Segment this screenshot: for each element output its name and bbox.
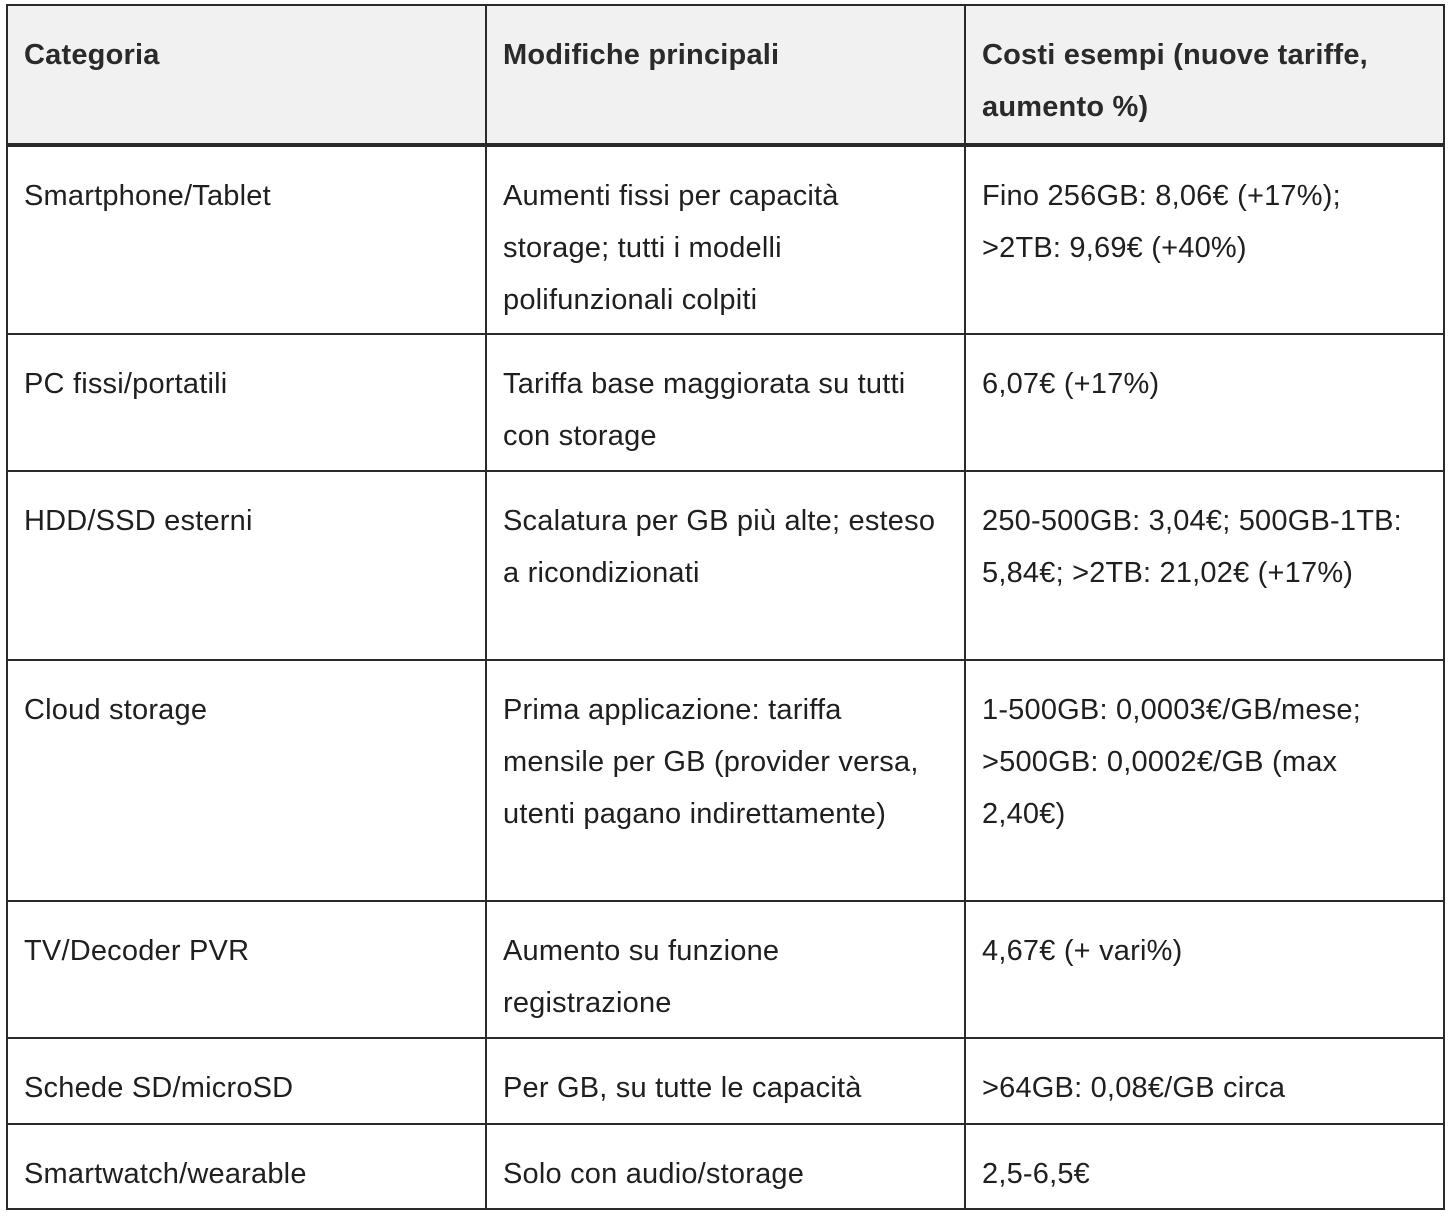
cell-costi: Fino 256GB: 8,06€ (+17%); >2TB: 9,69€ (+40%): [965, 145, 1444, 334]
cell-modifiche: Solo con audio/storage: [486, 1124, 965, 1209]
cell-categoria: Schede SD/microSD: [7, 1038, 486, 1124]
cell-modifiche: Scalatura per GB più alte; esteso a ricondizionati: [486, 471, 965, 660]
tariff-table-container: [6, 4, 1443, 1210]
table-row: [7, 471, 1444, 660]
cell-costi: 4,67€ (+ vari%): [965, 901, 1444, 1038]
cell-modifiche: Aumento su funzione registrazione: [486, 901, 965, 1038]
table-row: [7, 901, 1444, 1038]
cell-costi: 1-500GB: 0,0003€/GB/mese; >500GB: 0,0002€/GB (max 2,40€): [965, 660, 1444, 901]
header-modifiche: Modifiche principali: [486, 5, 965, 145]
cell-categoria: Smartwatch/wearable: [7, 1124, 486, 1209]
table-row: [7, 660, 1444, 901]
table-row: [7, 1124, 1444, 1209]
cell-categoria: Cloud storage: [7, 660, 486, 901]
cell-modifiche: Tariffa base maggiorata su tutti con storage: [486, 334, 965, 471]
cell-modifiche: Prima applicazione: tariffa mensile per GB (provider versa, utenti pagano indirettamente): [486, 660, 965, 901]
table-row: [7, 145, 1444, 334]
tariff-table: [6, 4, 1445, 1210]
cell-categoria: HDD/SSD esterni: [7, 471, 486, 660]
header-costi: Costi esempi (nuove tariffe, aumento %): [965, 5, 1444, 145]
table-row: [7, 1038, 1444, 1124]
cell-costi: 250-500GB: 3,04€; 500GB-1TB: 5,84€; >2TB: 21,02€ (+17%): [965, 471, 1444, 660]
table-header: [7, 5, 1444, 145]
cell-categoria: PC fissi/portatili: [7, 334, 486, 471]
cell-costi: >64GB: 0,08€/GB circa: [965, 1038, 1444, 1124]
table-row: [7, 334, 1444, 471]
cell-costi: 6,07€ (+17%): [965, 334, 1444, 471]
table-body: [7, 145, 1444, 1209]
cell-modifiche: Per GB, su tutte le capacità: [486, 1038, 965, 1124]
cell-categoria: Smartphone/Tablet: [7, 145, 486, 334]
header-categoria: Categoria: [7, 5, 486, 145]
cell-modifiche: Aumenti fissi per capacità storage; tutti i modelli polifunzionali colpiti: [486, 145, 965, 334]
header-row: [7, 5, 1444, 145]
cell-categoria: TV/Decoder PVR: [7, 901, 486, 1038]
cell-costi: 2,5-6,5€: [965, 1124, 1444, 1209]
